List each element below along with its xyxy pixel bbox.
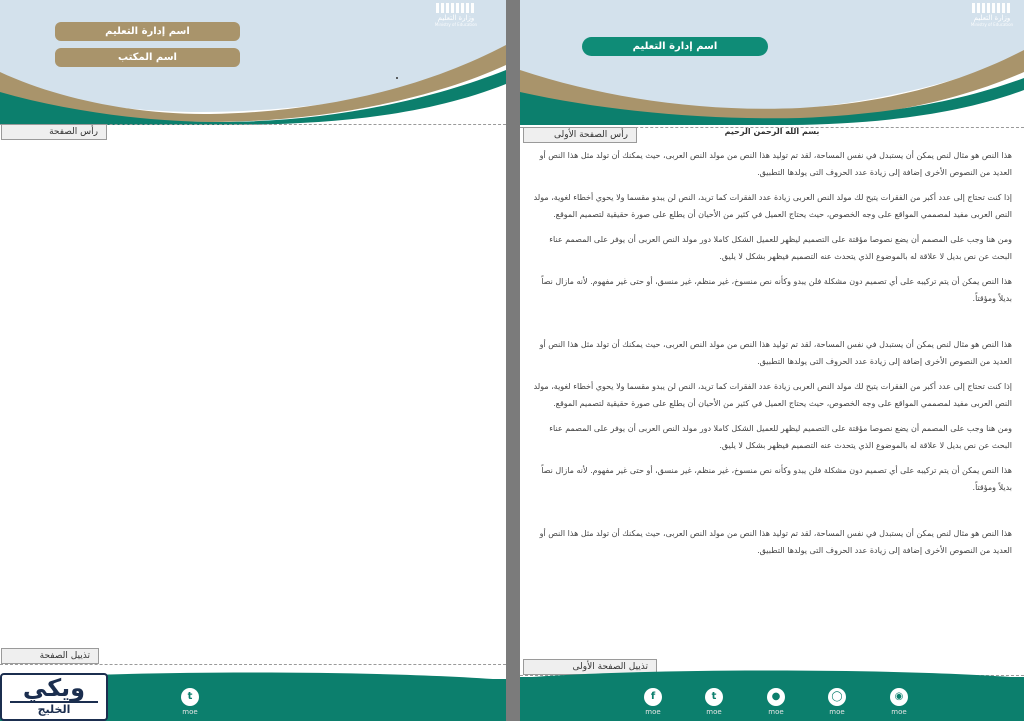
header-tag[interactable]: رأس الصفحة bbox=[1, 124, 107, 140]
logo-title: وزارة التعليم bbox=[973, 14, 1011, 22]
left-page bbox=[0, 0, 506, 721]
footer-boundary bbox=[0, 664, 506, 665]
site-watermark-logo bbox=[0, 673, 108, 721]
paragraph: هذا النص هو مثال لنص يمكن أن يستبدل في نفس المساحة، لقد تم توليد هذا النص من مولد النص العربى، حيث يمكنك أن تولد مثل هذا النص أو العديد من النصوص الأخرى إضافة إلى زيادة عدد الحروف التى يولدها التطبيق. bbox=[539, 529, 1012, 555]
education-admin-pill: اسم إدارة التعليم bbox=[582, 37, 768, 56]
footer-tag[interactable]: تذييل الصفحة bbox=[1, 648, 99, 664]
ministry-logo bbox=[960, 3, 1024, 27]
logo-subtitle: Ministry of Education bbox=[970, 22, 1014, 27]
paragraph: هذا النص هو مثال لنص يمكن أن يستبدل في نفس المساحة، لقد تم توليد هذا النص من مولد النص العربى، حيث يمكنك أن تولد مثل هذا النص أو العديد من النصوص الأخرى إضافة إلى زيادة عدد الحروف التى يولدها التطبيق. bbox=[539, 151, 1012, 177]
social-website[interactable]: ◯ moe bbox=[817, 688, 857, 716]
instagram-icon: ◉ bbox=[890, 688, 908, 706]
social-twitter[interactable]: t moe bbox=[170, 688, 210, 716]
paragraph: ومن هنا وجب على المصمم أن يضع نصوصا مؤقتة على التصميم ليظهر للعميل الشكل كاملا دور مولد النص العربى أن يوفر على المصمم عناء البحث عن نص بديل لا علاقة له بالموضوع الذي يتحدث عنه التصميم فيظهر بشكل لا يليق. bbox=[549, 235, 1012, 261]
paragraph: هذا النص يمكن أن يتم تركيبه على أي تصميم دون مشكلة فلن يبدو وكأنه نص منسوخ، غير منظم، غير منسق، أو حتى غير مفهوم. لأنه مازال نصاً بديلاً ومؤقتاً. bbox=[541, 277, 1012, 303]
header-tag[interactable]: رأس الصفحة الأولى bbox=[523, 127, 637, 143]
social-instagram[interactable]: ◉ moe bbox=[879, 688, 919, 716]
footer-tag[interactable]: تذييل الصفحة الأولى bbox=[523, 659, 657, 675]
education-admin-pill: اسم إدارة التعليم bbox=[55, 22, 240, 41]
social-facebook[interactable]: f moe bbox=[633, 688, 673, 716]
header-wave-art bbox=[520, 0, 1024, 125]
ministry-logo bbox=[418, 3, 494, 27]
logo-title: وزارة التعليم bbox=[437, 14, 475, 22]
logo-mark-icon bbox=[436, 3, 476, 13]
social-snapchat[interactable]: ● moe bbox=[756, 688, 796, 716]
paragraph: إذا كنت تحتاج إلى عدد أكبر من الفقرات يتيح لك مولد النص العربى زيادة عدد الفقرات كما تريد، النص لن يبدو مقسما ولا يحوي أخطاء لغوية، مولد النص العربى مفيد لمصممي المواقع على وجه الخصوص، حيث يحتاج العميل في كثير من الأحيان أن يطلع على صورة حقيقية لتصميم الموقع. bbox=[533, 382, 1012, 408]
social-twitter[interactable]: t moe bbox=[694, 688, 734, 716]
office-name-pill: اسم المكتب bbox=[55, 48, 240, 67]
logo-mark-icon bbox=[972, 3, 1012, 13]
stray-dot bbox=[396, 77, 398, 79]
snapchat-icon: ● bbox=[767, 688, 785, 706]
paragraph: إذا كنت تحتاج إلى عدد أكبر من الفقرات يتيح لك مولد النص العربى زيادة عدد الفقرات كما تريد، النص لن يبدو مقسما ولا يحوي أخطاء لغوية، مولد النص العربى مفيد لمصممي المواقع على وجه الخصوص، حيث يحتاج العميل في كثير من الأحيان أن يطلع على صورة حقيقية لتصميم الموقع. bbox=[533, 193, 1012, 219]
globe-icon: ◯ bbox=[828, 688, 846, 706]
basmala: بسم الله الرحمن الرحيم bbox=[724, 127, 820, 136]
right-page bbox=[520, 0, 1024, 721]
paragraph: هذا النص يمكن أن يتم تركيبه على أي تصميم دون مشكلة فلن يبدو وكأنه نص منسوخ، غير منظم، غير منسق، أو حتى غير مفهوم. لأنه مازال نصاً بديلاً ومؤقتاً. bbox=[541, 466, 1012, 492]
paragraph: هذا النص هو مثال لنص يمكن أن يستبدل في نفس المساحة، لقد تم توليد هذا النص من مولد النص العربى، حيث يمكنك أن تولد مثل هذا النص أو العديد من النصوص الأخرى إضافة إلى زيادة عدد الحروف التى يولدها التطبيق. bbox=[539, 340, 1012, 366]
paragraph: ومن هنا وجب على المصمم أن يضع نصوصا مؤقتة على التصميم ليظهر للعميل الشكل كاملا دور مولد النص العربى أن يوفر على المصمم عناء البحث عن نص بديل لا علاقة له بالموضوع الذي يتحدث عنه التصميم فيظهر بشكل لا يليق. bbox=[549, 424, 1012, 450]
logo-subtitle: Ministry of Education bbox=[434, 22, 478, 27]
facebook-icon: f bbox=[644, 688, 662, 706]
twitter-icon: t bbox=[705, 688, 723, 706]
brand-name: ويكي bbox=[22, 674, 86, 702]
brand-subname: الخليج bbox=[10, 701, 98, 717]
twitter-icon: t bbox=[181, 688, 199, 706]
body-text bbox=[530, 148, 1012, 568]
